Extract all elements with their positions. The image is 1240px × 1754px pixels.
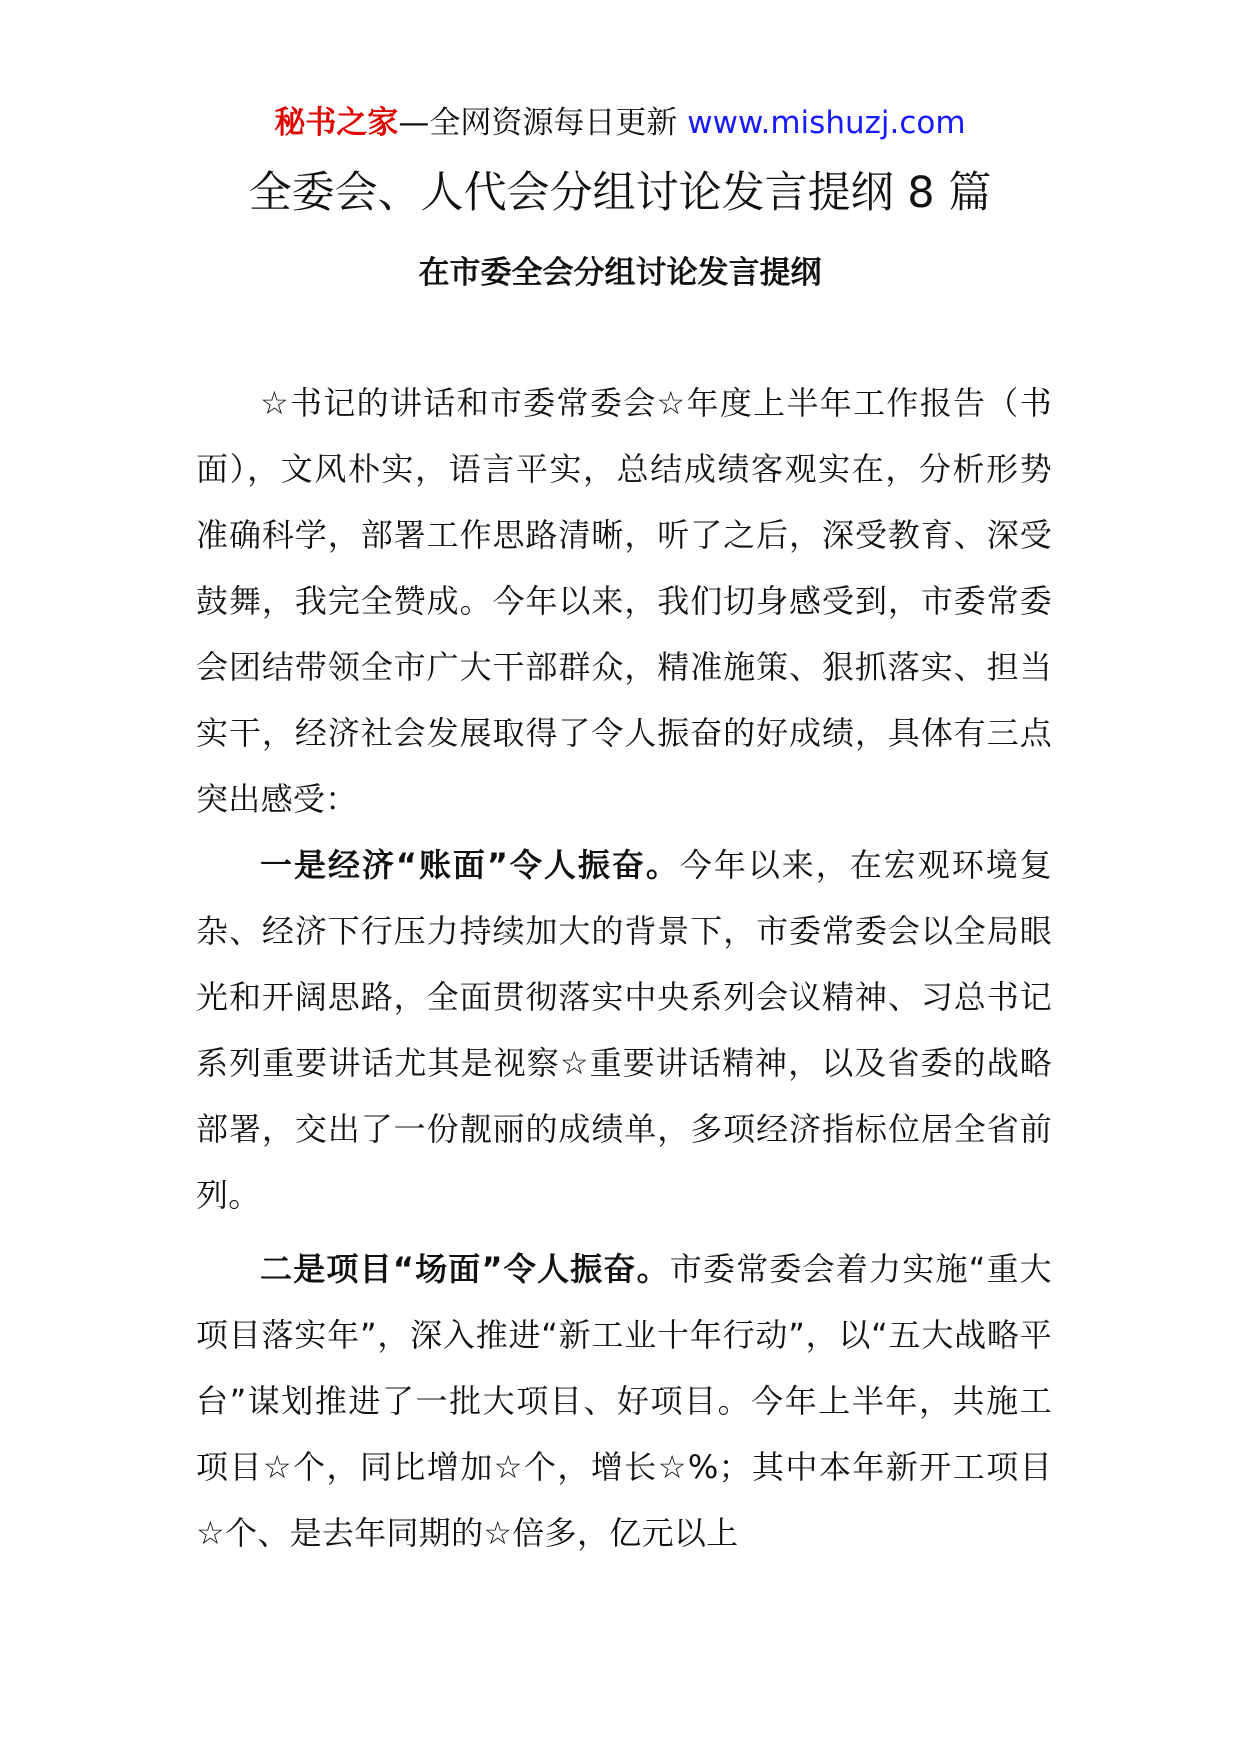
document-body [196,370,1052,1566]
paragraph-intro [196,370,1052,832]
site-url-link[interactable]: www.mishuzj.com [687,105,966,141]
paragraph-projects [196,1236,1052,1566]
document-subtitle: 在市委全会分组讨论发言提纲 [418,255,822,291]
site-header [0,98,1240,148]
paragraph-lead: 一是经济“账面”令人振奋。 [260,846,680,884]
paragraph-lead: 二是项目“场面”令人振奋。 [260,1250,670,1288]
paragraph-text: 今年以来，在宏观环境复杂、经济下行压力持续加大的背景下，市委常委会以全局眼光和开阔思路，全面贯彻落实中央系列会议精神、习总书记系列重要讲话尤其是视察☆重要讲话精神，以及省委的战略部署，交出了一份靓丽的成绩单，多项经济指标位居全省前列。 [196,846,1052,1214]
paragraph-text: 市委常委会着力实施“重大项目落实年”，深入推进“新工业十年行动”，以“五大战略平台”谋划推进了一批大项目、好项目。今年上半年，共施工项目☆个，同比增加☆个，增长☆%；其中本年新开工项目☆个、是去年同期的☆倍多，亿元以上 [196,1250,1052,1552]
document-title: 全委会、人代会分组讨论发言提纲 8 篇 [248,168,992,218]
site-tagline: —全网资源每日更新 [398,105,678,141]
paragraph-text: ☆书记的讲话和市委常委会☆年度上半年工作报告（书面），文风朴实，语言平实，总结成绩客观实在，分析形势准确科学，部署工作思路清晰，听了之后，深受教育、深受鼓舞，我完全赞成。今年以来，我们切身感受到，市委常委会团结带领全市广大干部群众，精准施策、狠抓落实、担当实干，经济社会发展取得了令人振奋的好成绩，具体有三点突出感受： [196,384,1052,818]
brand-name: 秘书之家 [274,105,399,141]
paragraph-economy [196,832,1052,1228]
